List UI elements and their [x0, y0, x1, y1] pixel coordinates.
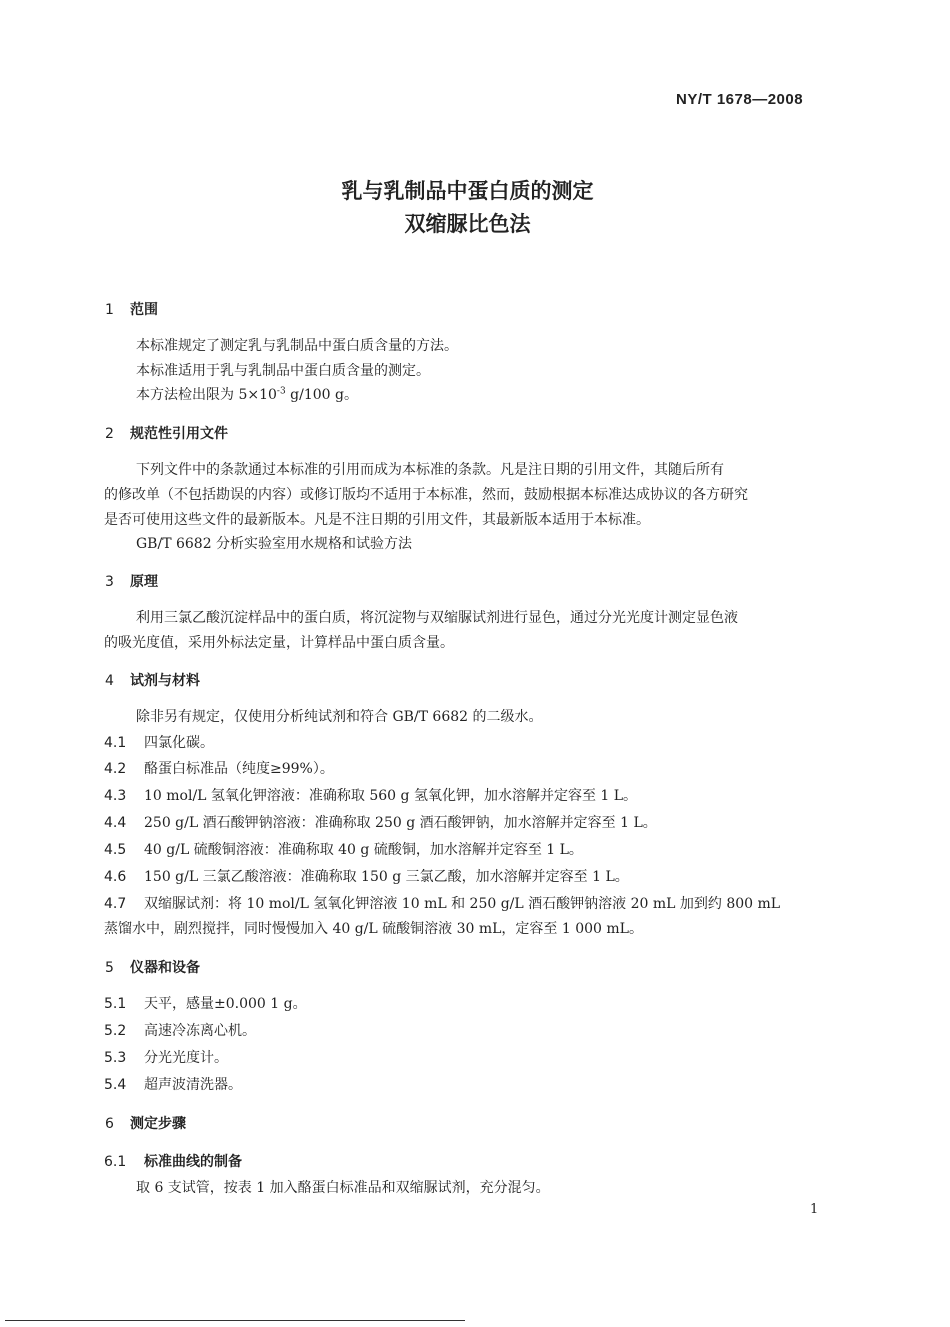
item-text: 10 mol/L 氢氧化钾溶液：准确称取 560 g 氢氧化钾，加水溶解并定容至 1 L。: [144, 788, 638, 804]
item-number: 5.4: [104, 1077, 127, 1093]
document-title: 乳与乳制品中蛋白质的测定: [341, 179, 594, 203]
section-number: 3: [105, 574, 114, 590]
paragraph-line: 下列文件中的条款通过本标准的引用而成为本标准的条款。凡是注日期的引用文件，其随后所有: [136, 462, 724, 478]
section-1-heading: [105, 299, 158, 319]
paragraph-line: 利用三氯乙酸沉淀样品中的蛋白质，将沉淀物与双缩脲试剂进行显色，通过分光光度计测定显色液: [136, 610, 738, 626]
section-number: 4: [105, 673, 114, 689]
section-number: 5: [105, 960, 114, 976]
section-4-heading: [105, 670, 200, 690]
item-number: 4.7: [104, 896, 127, 912]
normative-reference: GB/T 6682 分析实验室用水规格和试验方法: [136, 536, 413, 552]
section-title: 范围: [130, 302, 158, 318]
section-3-heading: [105, 571, 158, 591]
page-number: 1: [810, 1202, 819, 1217]
item-text: 双缩脲试剂：将 10 mol/L 氢氧化钾溶液 10 mL 和 250 g/L 酒石酸钾钠溶液 20 mL 加到约 800 mL: [144, 896, 781, 912]
section-title: 测定步骤: [130, 1116, 186, 1132]
section-title: 原理: [130, 574, 158, 590]
paragraph-line: 是否可使用这些文件的最新版本。凡是不注日期的引用文件，其最新版本适用于本标准。: [104, 512, 650, 528]
item-text: 150 g/L 三氯乙酸溶液：准确称取 150 g 三氯乙酸，加水溶解并定容至 1 L。: [144, 869, 629, 885]
list-item: [104, 1047, 228, 1067]
list-item-continuation: 蒸馏水中，剧烈搅拌，同时慢慢加入 40 g/L 硫酸铜溶液 30 mL，定容至 1 000 mL。: [104, 921, 643, 937]
item-number: 4.4: [104, 815, 127, 831]
item-text: 250 g/L 酒石酸钾钠溶液：准确称取 250 g 酒石酸钾钠，加水溶解并定容至 1 L。: [144, 815, 657, 831]
item-number: 4.5: [104, 842, 127, 858]
paragraph: 本标准适用于乳与乳制品中蛋白质含量的测定。: [136, 363, 430, 379]
item-text: 超声波清洗器。: [144, 1077, 242, 1093]
item-text: 四氯化碳。: [144, 735, 214, 751]
paragraph: 本标准规定了测定乳与乳制品中蛋白质含量的方法。: [136, 338, 458, 354]
section-title: 仪器和设备: [130, 960, 200, 976]
paragraph: 除非另有规定，仅使用分析纯试剂和符合 GB/T 6682 的二级水。: [136, 709, 543, 725]
page-edge-rule: [5, 1320, 465, 1321]
item-text: 40 g/L 硫酸铜溶液：准确称取 40 g 硫酸铜，加水溶解并定容至 1 L。: [144, 842, 583, 858]
standard-code: NY/T 1678—2008: [676, 91, 804, 108]
document-subtitle: 双缩脲比色法: [404, 212, 531, 236]
list-item: [104, 1020, 256, 1040]
section-2-heading: [105, 423, 228, 443]
paragraph: 取 6 支试管，按表 1 加入酪蛋白标准品和双缩脲试剂，充分混匀。: [136, 1180, 550, 1196]
item-text: 天平，感量±0.000 1 g。: [144, 996, 307, 1012]
subsection-6-1-heading: [104, 1151, 242, 1171]
paragraph-line: 的吸光度值，采用外标法定量，计算样品中蛋白质含量。: [104, 635, 454, 651]
item-number: 4.1: [104, 735, 127, 751]
detection-limit: [136, 384, 358, 404]
item-text: 高速冷冻离心机。: [144, 1023, 256, 1039]
detection-limit-unit: g/100 g。: [285, 387, 358, 403]
item-number: 4.3: [104, 788, 127, 804]
item-number: 5.2: [104, 1023, 127, 1039]
list-item: [104, 758, 334, 778]
list-item: [104, 732, 214, 752]
section-5-heading: [105, 957, 200, 977]
item-number: 5.1: [104, 996, 127, 1012]
item-text: 分光光度计。: [144, 1050, 228, 1066]
list-item: [104, 1074, 242, 1094]
list-item: [104, 839, 583, 859]
item-number: 4.6: [104, 869, 127, 885]
section-number: 6: [105, 1116, 114, 1132]
section-title: 试剂与材料: [130, 673, 200, 689]
item-text: 酪蛋白标准品（纯度≥99%）。: [144, 761, 334, 777]
subsection-title: 标准曲线的制备: [144, 1154, 242, 1170]
section-number: 2: [105, 426, 114, 442]
section-6-heading: [105, 1113, 186, 1133]
exponent: -3: [276, 386, 286, 397]
paragraph-line: 的修改单（不包括勘误的内容）或修订版均不适用于本标准，然而，鼓励根据本标准达成协议的各方研究: [104, 487, 748, 503]
list-item: [104, 866, 629, 886]
list-item: [104, 893, 780, 913]
detection-limit-text: 本方法检出限为 5×10: [136, 387, 277, 403]
item-number: 5.3: [104, 1050, 127, 1066]
list-item: [104, 993, 307, 1013]
subsection-number: 6.1: [104, 1154, 127, 1170]
section-title: 规范性引用文件: [130, 426, 228, 442]
section-number: 1: [105, 302, 114, 318]
list-item: [104, 785, 637, 805]
list-item: [104, 812, 657, 832]
item-number: 4.2: [104, 761, 127, 777]
